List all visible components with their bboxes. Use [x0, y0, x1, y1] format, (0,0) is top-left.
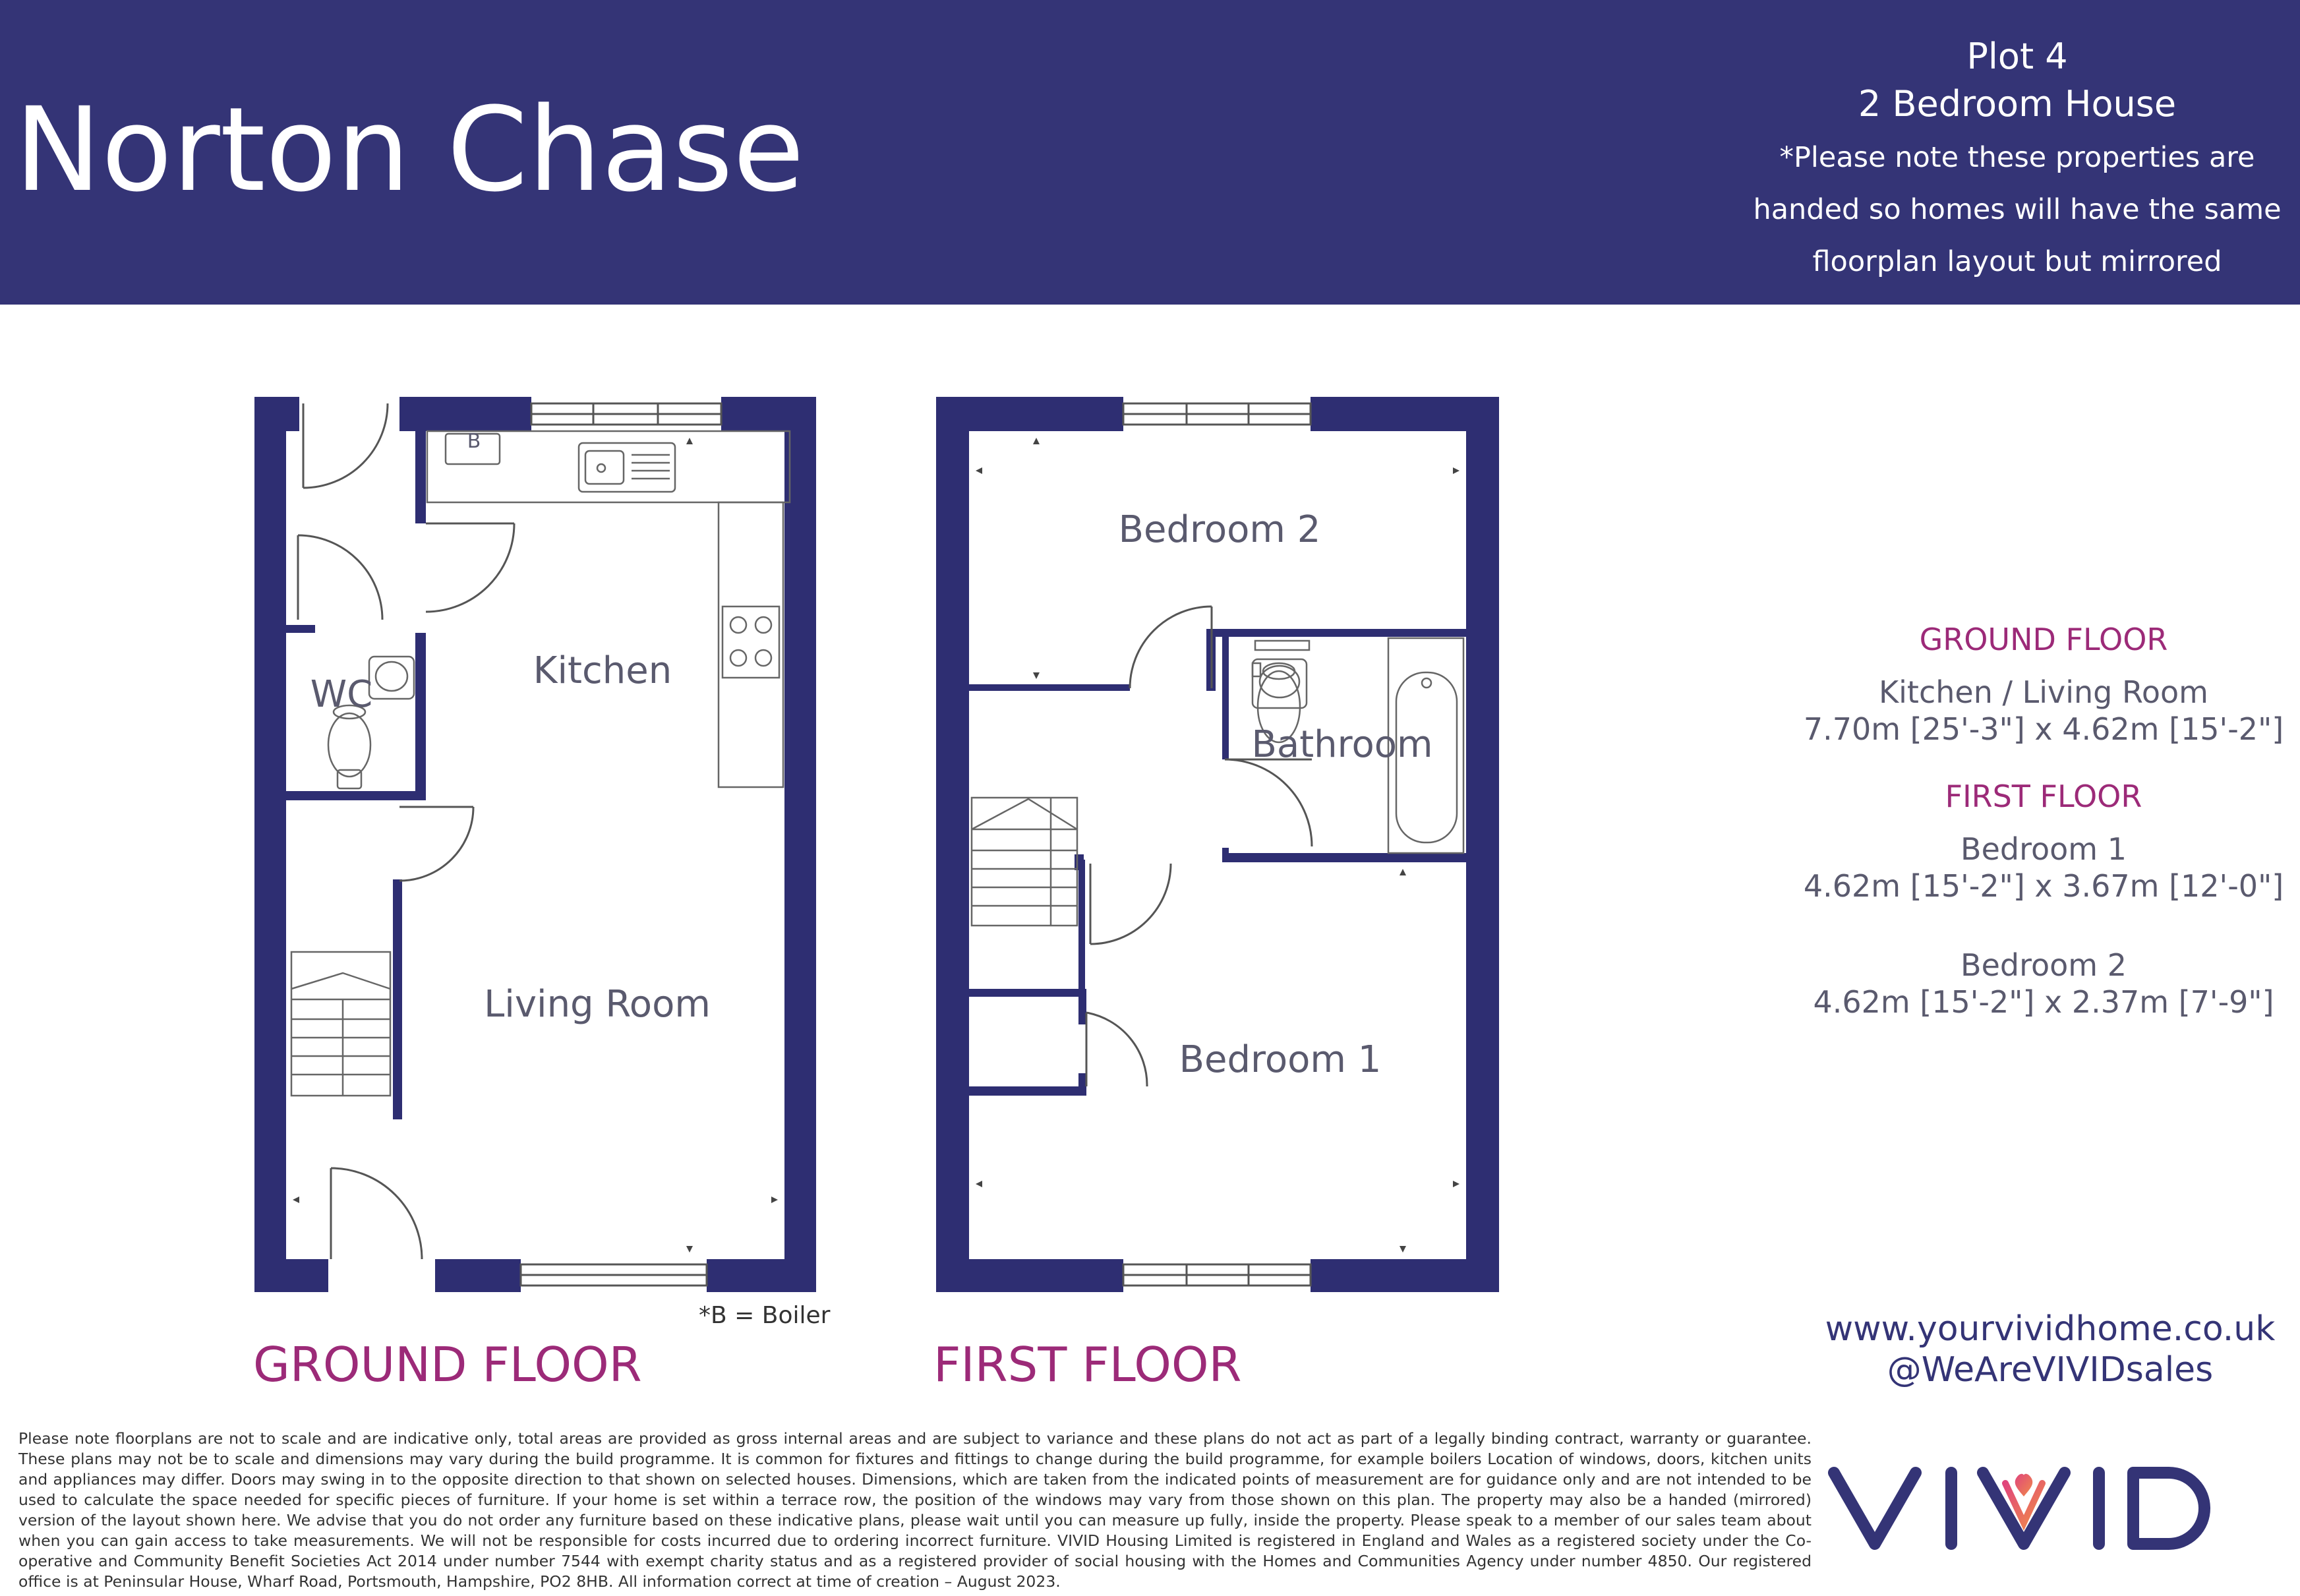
house-type: 2 Bedroom House [1858, 83, 2177, 125]
room-label-bedroom-2: Bedroom 2 [1118, 508, 1321, 551]
dims-room-name: Bedroom 1 [1961, 831, 2127, 867]
room-label-bedroom-1: Bedroom 1 [1179, 1038, 1382, 1081]
vivid-logo [1826, 1457, 2274, 1556]
disclaimer-text: Please note floorplans are not to scale and are indicative only, total areas are provided as gross internal areas and are subject to variance and these plans do not act as part of a legally binding contract, warranty or guarantee. These plans may not be to scale and dimensions may vary during the build programme. It is common for fixtures and fittings to change during the build programme, for example boilers Location of windows, doors, kitchen units and appliances may differ. Doors may swing in to the opposite direction to that shown on selected houses. Dimensions, which are taken from the indicated points of measurement are for guidance only and are not intended to be used to calculate the space needed for specific pieces of furniture. If your home is set within a terrace row, the position of the windows may vary from those shown on this plan. The property may also be a handed (mirrored) version of the layout shown here. We advise that you do not order any furniture based on these indicative plans, please wait until you can measure up fully, inside the property. Please speak to a member of our sales team about when you can gain access to take measurements. We will not be responsible for costs incurred due to ordering incorrect furniture. VIVID Housing Limited is registered in England and Wales as a registered society under the Co-operative and Community Benefit Societies Act 2014 under number 7544 with exempt charity status and as a registered provider of social housing with the Homes and Communities Agency under number 4850. Our registered office is at Peninsular House, Wharf Road, Portsmouth, Hampshire, PO2 8HB. All information correct at time of creation – August 2023. [18, 1429, 1812, 1591]
first-fittings [972, 638, 1463, 926]
ground-windows [521, 403, 721, 1286]
boiler-symbol: B [467, 430, 481, 453]
dims-room-size: 4.62m [15'-2"] x 3.67m [12'-0"] [1803, 868, 2284, 904]
ground-floor-title: GROUND FLOOR [253, 1337, 642, 1392]
first-measure-markers [976, 438, 1460, 1253]
ground-doors [298, 403, 514, 1259]
ground-floor-walls [254, 397, 816, 1292]
dims-ground-heading: GROUND FLOOR [1919, 622, 2168, 657]
ground-measure-markers [293, 438, 778, 1253]
social-handle[interactable]: @WeAreVIVIDsales [1887, 1350, 2214, 1390]
contact-info [1806, 1309, 2294, 1390]
dims-room-name: Kitchen / Living Room [1878, 674, 2208, 710]
dims-first-heading: FIRST FLOOR [1945, 779, 2142, 814]
plot-number: Plot 4 [1966, 36, 2068, 77]
first-floor-plan [936, 397, 1499, 1292]
first-floor-title: FIRST FLOOR [933, 1337, 1242, 1392]
room-label-bathroom: Bathroom [1251, 723, 1433, 766]
room-label-wc: WC [310, 673, 373, 716]
handed-note-line: handed so homes will have the same [1753, 193, 2282, 226]
room-label-living-room: Living Room [484, 983, 711, 1026]
handed-note-line: floorplan layout but mirrored [1812, 245, 2222, 278]
website-link[interactable]: www.yourvividhome.co.uk [1825, 1309, 2276, 1349]
development-name: Norton Chase [15, 82, 805, 218]
boiler-note: *B = Boiler [699, 1302, 831, 1329]
handed-note-line: *Please note these properties are [1779, 141, 2255, 174]
ground-floor-plan [254, 397, 816, 1292]
room-dimensions [1767, 620, 2300, 1020]
dims-room-size: 4.62m [15'-2"] x 2.37m [7'-9"] [1813, 984, 2274, 1020]
dims-room-size: 7.70m [25'-3"] x 4.62m [15'-2"] [1803, 711, 2284, 747]
dims-room-name: Bedroom 2 [1961, 947, 2127, 983]
room-label-kitchen: Kitchen [533, 649, 672, 692]
